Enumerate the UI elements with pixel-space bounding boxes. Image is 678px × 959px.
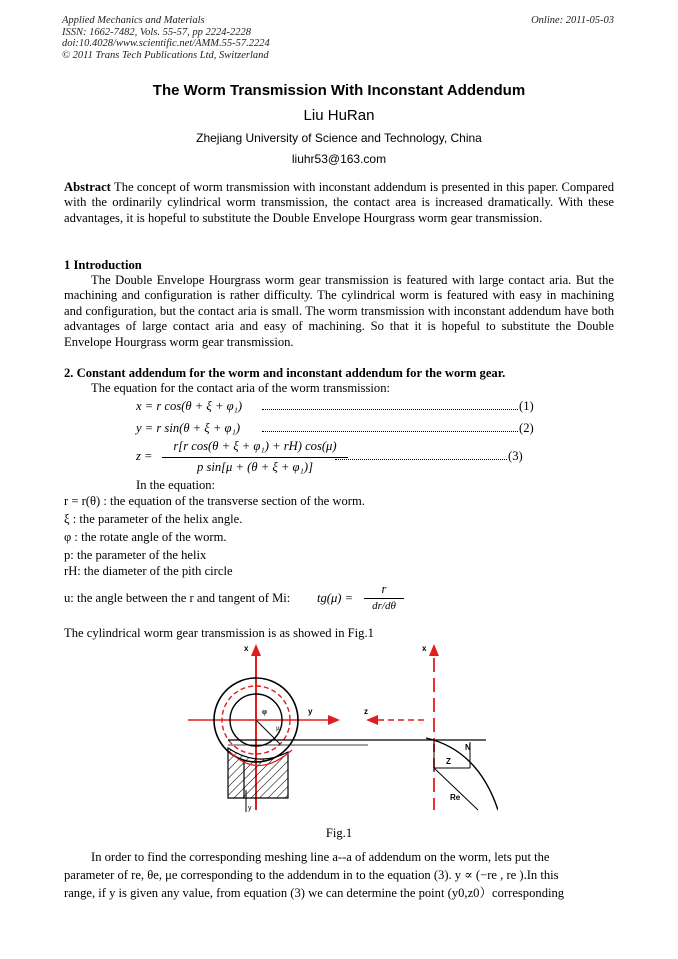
abstract-text: The concept of worm transmission with inconstant addendum is presented in this paper. Compared with the ordinarily cylindrical worm transmission, the contact area is increased dramatically. With these advantages, it is hopeful to substitute the Double Envelope Hourgrass worm gear transmission.	[64, 180, 614, 225]
phi-label: φ	[262, 707, 267, 716]
worm-gear-section	[228, 748, 288, 798]
equation-2-number: (2)	[519, 421, 534, 435]
z-axis-label: z	[364, 707, 368, 716]
re-radius-line	[434, 768, 478, 810]
definition-phi: φ : the rotate angle of the worm.	[64, 530, 227, 544]
right-x-label: x	[422, 644, 427, 653]
u-formula-denominator: dr/dθ	[372, 600, 396, 612]
figure-intro: The cylindrical worm gear transmission is as showed in Fig.1	[64, 626, 374, 640]
paper-title: The Worm Transmission With Inconstant Addendum	[152, 82, 526, 99]
equation-3-numerator: r[r cos(θ + ξ + φ₁) + rH) cos(μ)	[173, 439, 337, 453]
online-date: Online: 2011-05-03	[531, 15, 614, 26]
affiliation: Zhejiang University of Science and Technology, China	[196, 131, 482, 145]
equation-3-lhs: z =	[136, 449, 153, 463]
equation-2-leader	[262, 431, 518, 432]
closing-line-1: In order to find the corresponding meshing line a--a of addendum on the worm, lets put the	[91, 850, 550, 864]
abstract	[64, 180, 614, 226]
u-formula-numerator: r	[381, 582, 387, 596]
issn-line: ISSN: 1662-7482, Vols. 55-57, pp 2224-2228	[62, 26, 251, 38]
mu-label: μ	[276, 724, 280, 732]
lower-y-label: y	[248, 805, 252, 812]
section-1-text: The Double Envelope Hourgrass worm gear transmission is featured with large contact aria. But the machining and configuration is rather difficulty. The cylindrical worm is featured with easy in machining and configuration, but the contact aria is small. The worm transmission with inconstant addendum have both advantages of large contact aria and easy of machining. So that it is hopeful to substitute the Double Envelope Hourgrass worm gear transmission.	[64, 273, 614, 349]
z-dimension-label: Z	[446, 757, 451, 766]
equation-3-number: (3)	[508, 449, 523, 463]
definition-u: u: the angle between the r and tangent of Mi:	[64, 591, 291, 605]
equation-3-leader	[335, 459, 507, 460]
author-email: liuhr53@163.com	[291, 152, 387, 166]
u-formula-lhs: tg(μ) =	[317, 591, 354, 605]
doi-line: doi:10.4028/www.scientific.net/AMM.55-57.2224	[62, 38, 270, 49]
section-2-heading: 2. Constant addendum for the worm and inconstant addendum for the worm gear.	[64, 366, 506, 380]
figure-1-diagram	[188, 640, 498, 820]
definition-p: p: the parameter of the helix	[64, 548, 207, 562]
gear-addendum-arc	[426, 738, 498, 810]
in-the-equation: In the equation:	[136, 478, 216, 492]
left-x-label: x	[244, 644, 249, 653]
journal-name: Applied Mechanics and Materials	[62, 15, 205, 26]
equation-1: x = r cos(θ + ξ + φ₁)	[136, 399, 243, 413]
section-1-heading: 1 Introduction	[64, 258, 142, 272]
n-label: N	[465, 743, 471, 752]
y-axis-label: y	[308, 707, 313, 716]
equation-1-leader	[262, 409, 518, 410]
right-x-axis-arrow	[429, 644, 439, 656]
z-axis-arrow	[366, 715, 378, 725]
y-axis-arrow	[328, 715, 340, 725]
abstract-label: Abstract	[64, 180, 111, 194]
re-label: Re	[450, 793, 461, 802]
equation-3-denominator: p sin[μ + (θ + ξ + φ₁)]	[197, 460, 313, 474]
equation-2: y = r sin(θ + ξ + φ₁)	[136, 421, 241, 435]
closing-line-3: range, if y is given any value, from equation (3) we can determine the point (y0,z0）corresponding	[64, 886, 565, 900]
equation-intro: The equation for the contact aria of the worm transmission:	[91, 381, 391, 395]
copyright-line: © 2011 Trans Tech Publications Ltd, Switzerland	[62, 49, 269, 61]
left-x-axis-arrow	[251, 644, 261, 656]
u-formula-fraction-bar	[364, 598, 404, 599]
definition-rh: rH: the diameter of the pith circle	[64, 564, 233, 578]
journal-header	[62, 15, 270, 61]
equation-1-number: (1)	[519, 399, 534, 413]
closing-line-2: parameter of re, θe, μe corresponding to the addendum in to the equation (3). y ∝ (−re , re ).In this	[64, 868, 559, 882]
definition-xi: ξ : the parameter of the helix angle.	[64, 512, 243, 526]
author-name: Liu HuRan	[303, 107, 375, 124]
figure-caption: Fig.1	[325, 826, 353, 840]
definition-r: r = r(θ) : the equation of the transverse section of the worm.	[64, 494, 365, 508]
equation-3-fraction-bar	[162, 457, 348, 458]
